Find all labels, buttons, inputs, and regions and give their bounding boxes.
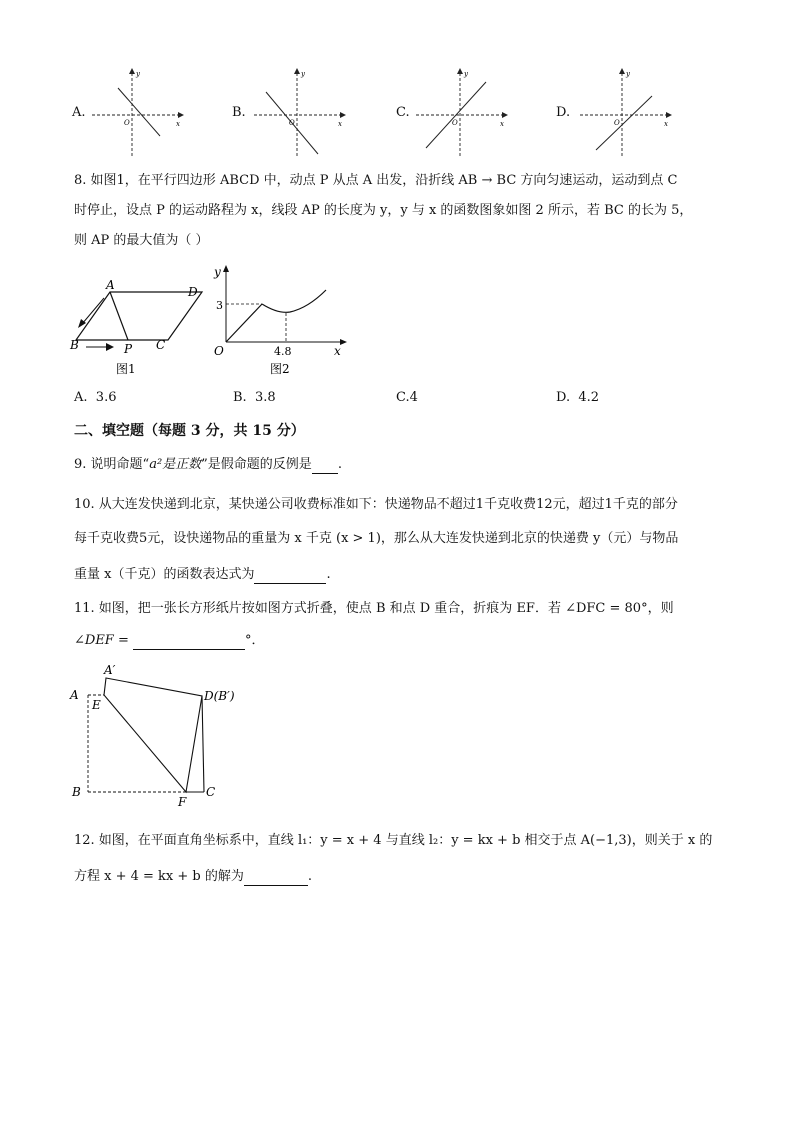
q8-line-1: 8. 如图1，在平行四边形 ABCD 中，动点 P 从点 A 出发，沿折线 AB → BC 方向匀速运动，运动到点 C bbox=[74, 173, 678, 188]
q11-figure bbox=[64, 660, 254, 810]
q11-label-f: F bbox=[178, 795, 187, 809]
q11-answer-blank[interactable] bbox=[133, 635, 245, 650]
q11-line-2: ∠DEF = °． bbox=[74, 633, 265, 648]
q7-a-origin: O bbox=[124, 119, 130, 127]
q9-answer-blank[interactable] bbox=[312, 459, 338, 474]
section-2-title: 二、填空题（每题 3 分，共 15 分） bbox=[74, 423, 305, 439]
q8-option-a: A. 3.6 bbox=[74, 390, 117, 405]
q7-option-b-graph bbox=[252, 68, 347, 158]
q7-d-axis-x: x bbox=[664, 120, 668, 128]
q8-line-2: 时停止，设点 P 的运动路程为 x，线段 AP 的长度为 y，y 与 x 的函数图象如图 2 所示，若 BC 的长为 5， bbox=[74, 203, 693, 218]
q9-line: 9. 说明命题“a²是正数”是假命题的反例是 . bbox=[74, 457, 342, 472]
q10-answer-blank[interactable] bbox=[254, 569, 326, 584]
q12-line-1: 12. 如图，在平面直角坐标系中，直线 l₁：y = x + 4 与直线 l₂：y = kx + b 相交于点 A(−1,3)，则关于 x 的 bbox=[74, 833, 713, 848]
q8-line-3: 则 AP 的最大值为（ ） bbox=[74, 233, 209, 248]
q11-label-d: D(B′) bbox=[204, 689, 235, 703]
q8-fig1-caption: 图1 bbox=[116, 362, 136, 376]
q11-label-a: A bbox=[70, 688, 79, 702]
q7-option-c-graph bbox=[414, 68, 509, 158]
q8-fig1-label-a: A bbox=[106, 278, 115, 292]
q11-label-c: C bbox=[206, 785, 216, 799]
q8-fig2-origin: O bbox=[214, 344, 224, 358]
q7-option-b-label: B. bbox=[232, 105, 246, 120]
q7-c-axis-y: y bbox=[464, 70, 468, 78]
q7-a-axis-x: x bbox=[176, 120, 180, 128]
q8-fig1-label-p: P bbox=[124, 342, 133, 356]
q10-line-2: 每千克收费5元，设快递物品的重量为 x 千克 (x > 1)，那么从大连发快递到北京的快递费 y（元）与物品 bbox=[74, 531, 679, 546]
q7-option-c-label: C. bbox=[396, 105, 410, 120]
q11-label-a1: A′ bbox=[104, 663, 116, 677]
q7-a-axis-y: y bbox=[136, 70, 140, 78]
q7-option-a-graph bbox=[90, 68, 185, 158]
q8-option-c: C.4 bbox=[396, 390, 418, 405]
q8-fig2-axis-x: x bbox=[334, 344, 341, 358]
q7-option-a-label: A. bbox=[72, 105, 86, 120]
q12-line-2: 方程 x + 4 = kx + b 的解为 . bbox=[74, 869, 313, 884]
q8-fig2-caption: 图2 bbox=[270, 362, 290, 376]
q8-figure-2 bbox=[208, 262, 348, 378]
q11-line-1: 11. 如图，把一张长方形纸片按如图方式折叠，使点 B 和点 D 重合，折痕为 EF．若 ∠DFC = 80°，则 bbox=[74, 601, 674, 616]
q7-d-origin: O bbox=[614, 119, 620, 127]
q8-figure-1 bbox=[66, 276, 206, 376]
q8-fig2-tick-48: 4.8 bbox=[274, 345, 292, 358]
q8-fig1-label-c: C bbox=[156, 338, 166, 352]
q8-fig2-tick-3: 3 bbox=[216, 299, 223, 312]
q10-line-1: 10. 从大连发快递到北京，某快递公司收费标准如下：快递物品不超过1千克收费12元，超过1千克的部分 bbox=[74, 497, 678, 512]
q10-line-3: 重量 x（千克）的函数表达式为 . bbox=[74, 567, 331, 582]
q7-option-d-label: D. bbox=[556, 105, 571, 120]
q12-answer-blank[interactable] bbox=[244, 871, 308, 886]
q7-options bbox=[0, 60, 794, 160]
q8-fig2-axis-y: y bbox=[214, 265, 221, 279]
q7-b-axis-x: x bbox=[338, 120, 342, 128]
q7-c-origin: O bbox=[452, 119, 458, 127]
q8-option-b: B. 3.8 bbox=[233, 390, 276, 405]
q11-label-b: B bbox=[72, 785, 81, 799]
q7-option-d-graph bbox=[578, 68, 673, 158]
q7-c-axis-x: x bbox=[500, 120, 504, 128]
q7-b-origin: O bbox=[289, 119, 295, 127]
q11-label-e: E bbox=[92, 698, 101, 712]
q7-d-axis-y: y bbox=[626, 70, 630, 78]
q8-fig1-label-d: D bbox=[188, 285, 198, 299]
q7-b-axis-y: y bbox=[301, 70, 305, 78]
q8-option-d: D. 4.2 bbox=[556, 390, 600, 405]
q8-fig1-label-b: B bbox=[70, 338, 79, 352]
